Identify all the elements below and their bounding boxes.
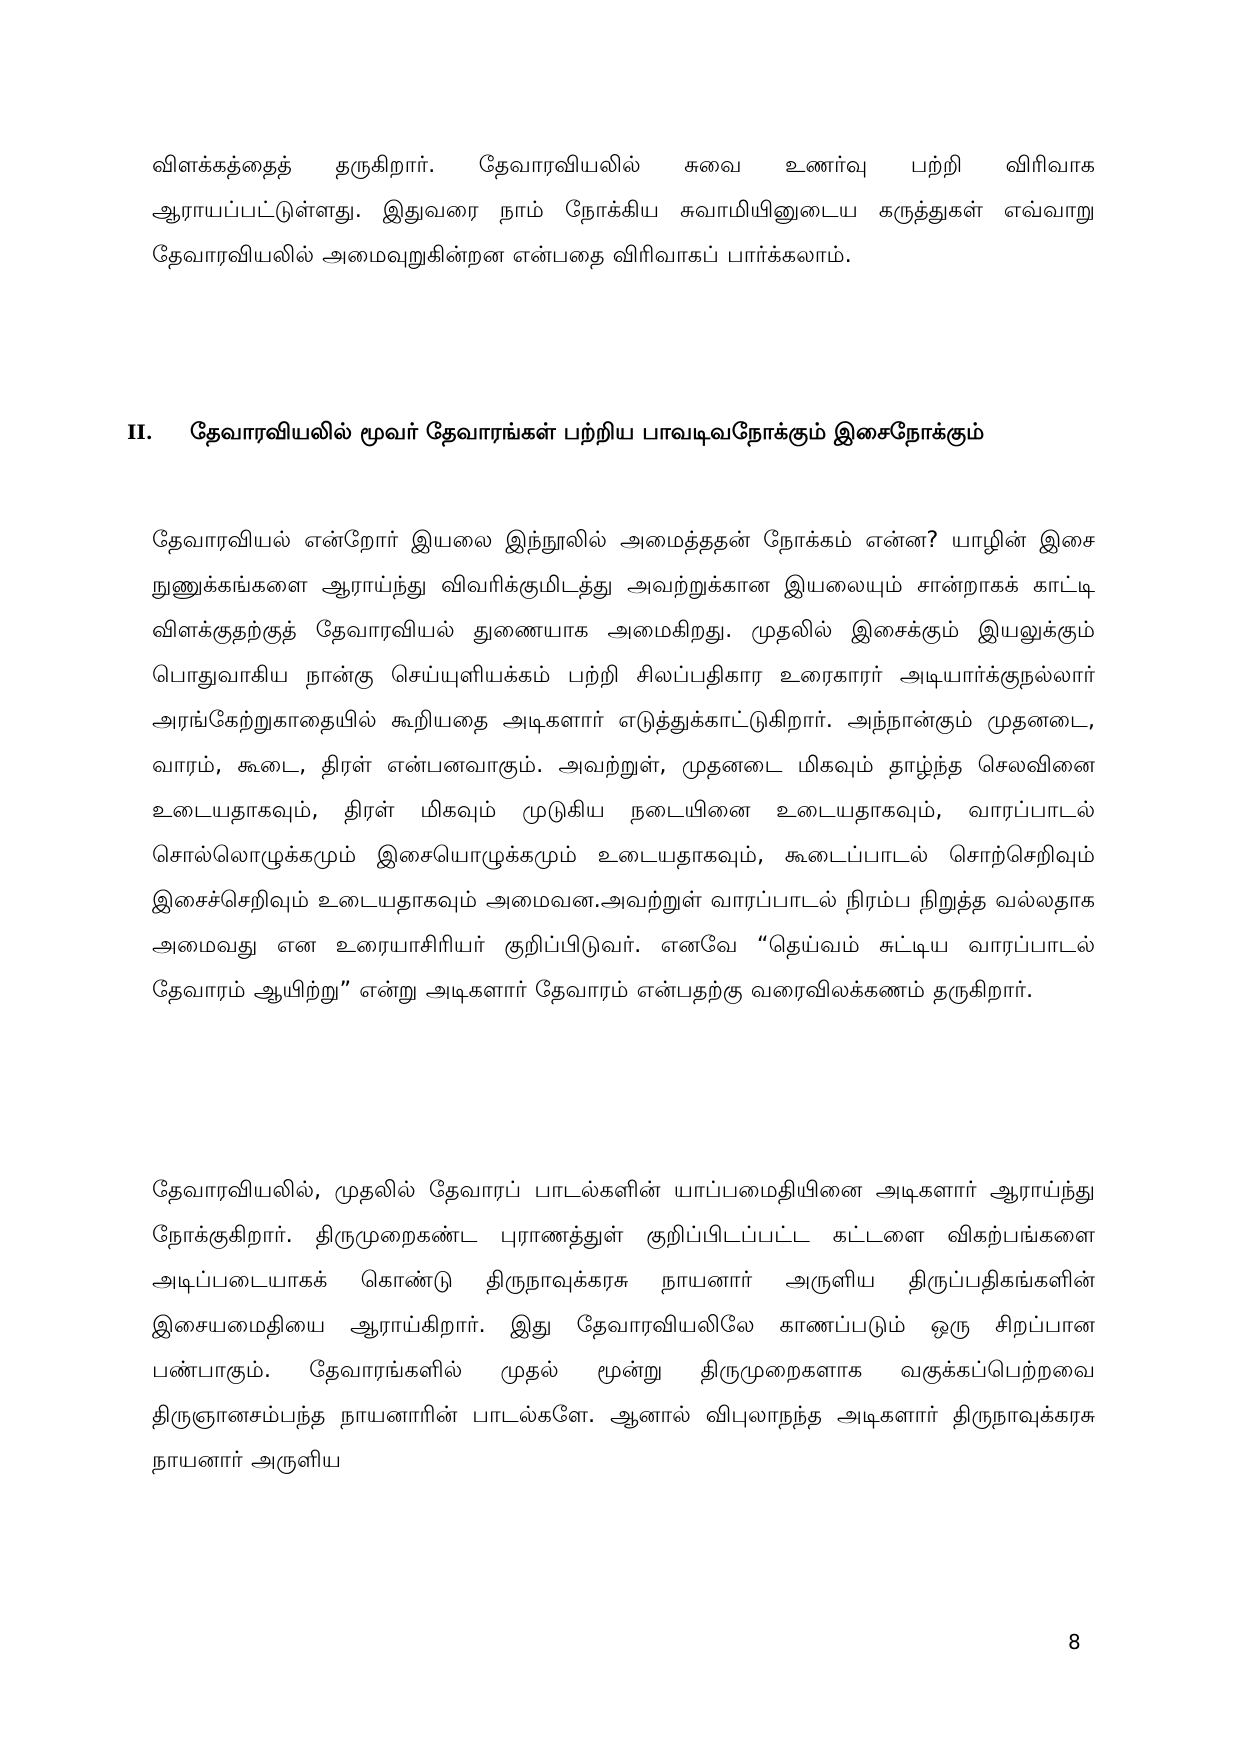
body-paragraph: தேவாரவியலில், முதலில் தேவாரப் பாடல்களின் யாப்பமைதியினை அடிகளார் ஆராய்ந்து நோக்குகிறார். திருமுறைகண்ட புராணத்துள் குறிப்பிடப்பட்ட கட்டளை விகற்பங்களை அடிப்படையாகக் கொண்டு திருநாவுக்கரசு நாயனார் அருளிய திருப்பதிகங்களின் இசையமைதியை ஆராய்கிறார். இது தேவாரவியலிலே காணப்படும் ஒரு சிறப்பான பண்பாகும். தேவாரங்களில் முதல் மூன்று திருமுறைகளாக வகுக்கப்பெற்றவை திருஞானசம்பந்த நாயனாரின் பாடல்களே. ஆனால் விபுலாநந்த அடிகளார் திருநாவுக்கரசு நாயனார் அருளிய bbox=[152, 1177, 1095, 1473]
intro-paragraph: விளக்கத்தைத் தருகிறார். தேவாரவியலில் சுவை உணர்வு பற்றி விரிவாக ஆராயப்பட்டுள்ளது. இதுவரை நாம் நோக்கிய சுவாமியினுடைய கருத்துகள் எவ்வாறு தேவாரவியலில் அமைவுறுகின்றன என்பதை விரிவாகப் பார்க்கலாம். bbox=[152, 152, 1095, 268]
section-number: II. bbox=[127, 420, 153, 444]
section-title: தேவாரவியலில் மூவர் தேவாரங்கள் பற்றிய பாவடிவநோக்கும் இசைநோக்கும் bbox=[190, 419, 985, 445]
body-paragraph: தேவாரவியல் என்றோர் இயலை இந்நூலில் அமைத்ததன் நோக்கம் என்ன? யாழின் இசை நுணுக்கங்களை ஆராய்ந்து விவரிக்குமிடத்து அவற்றுக்கான இயலையும் சான்றாகக் காட்டி விளக்குதற்குத் தேவாரவியல் துணையாக அமைகிறது. முதலில் இசைக்கும் இயலுக்கும் பொதுவாகிய நான்கு செய்யுளியக்கம் பற்றி சிலப்பதிகார உரைகாரர் அடியார்க்குநல்லார் அரங்கேற்றுகாதையில் கூறியதை அடிகளார் எடுத்துக்காட்டுகிறார். அந்நான்கும் முதனடை, வாரம், கூடை, திரள் என்பனவாகும். அவற்றுள், முதனடை மிகவும் தாழ்ந்த செலவினை உடையதாகவும், திரள் மிகவும் முடுகிய நடையினை உடையதாகவும், வாரப்பாடல் சொல்லொழுக்கமும் இசையொழுக்கமும் உடையதாகவும், கூடைப்பாடல் சொற்செறிவும் இசைச்செறிவும் உடையதாகவும் அமைவன.அவற்றுள் வாரப்பாடல் நிரம்ப நிறுத்த வல்லதாக அமைவது என உரையாசிரியர் குறிப்பிடுவர். எனவே “தெய்வம் சுட்டிய வாரப்பாடல் தேவாரம் ஆயிற்று” என்று அடிகளார் தேவாரம் என்பதற்கு வரைவிலக்கணம் தருகிறார். bbox=[152, 527, 1095, 1003]
page-number: 8 bbox=[1068, 1630, 1081, 1654]
